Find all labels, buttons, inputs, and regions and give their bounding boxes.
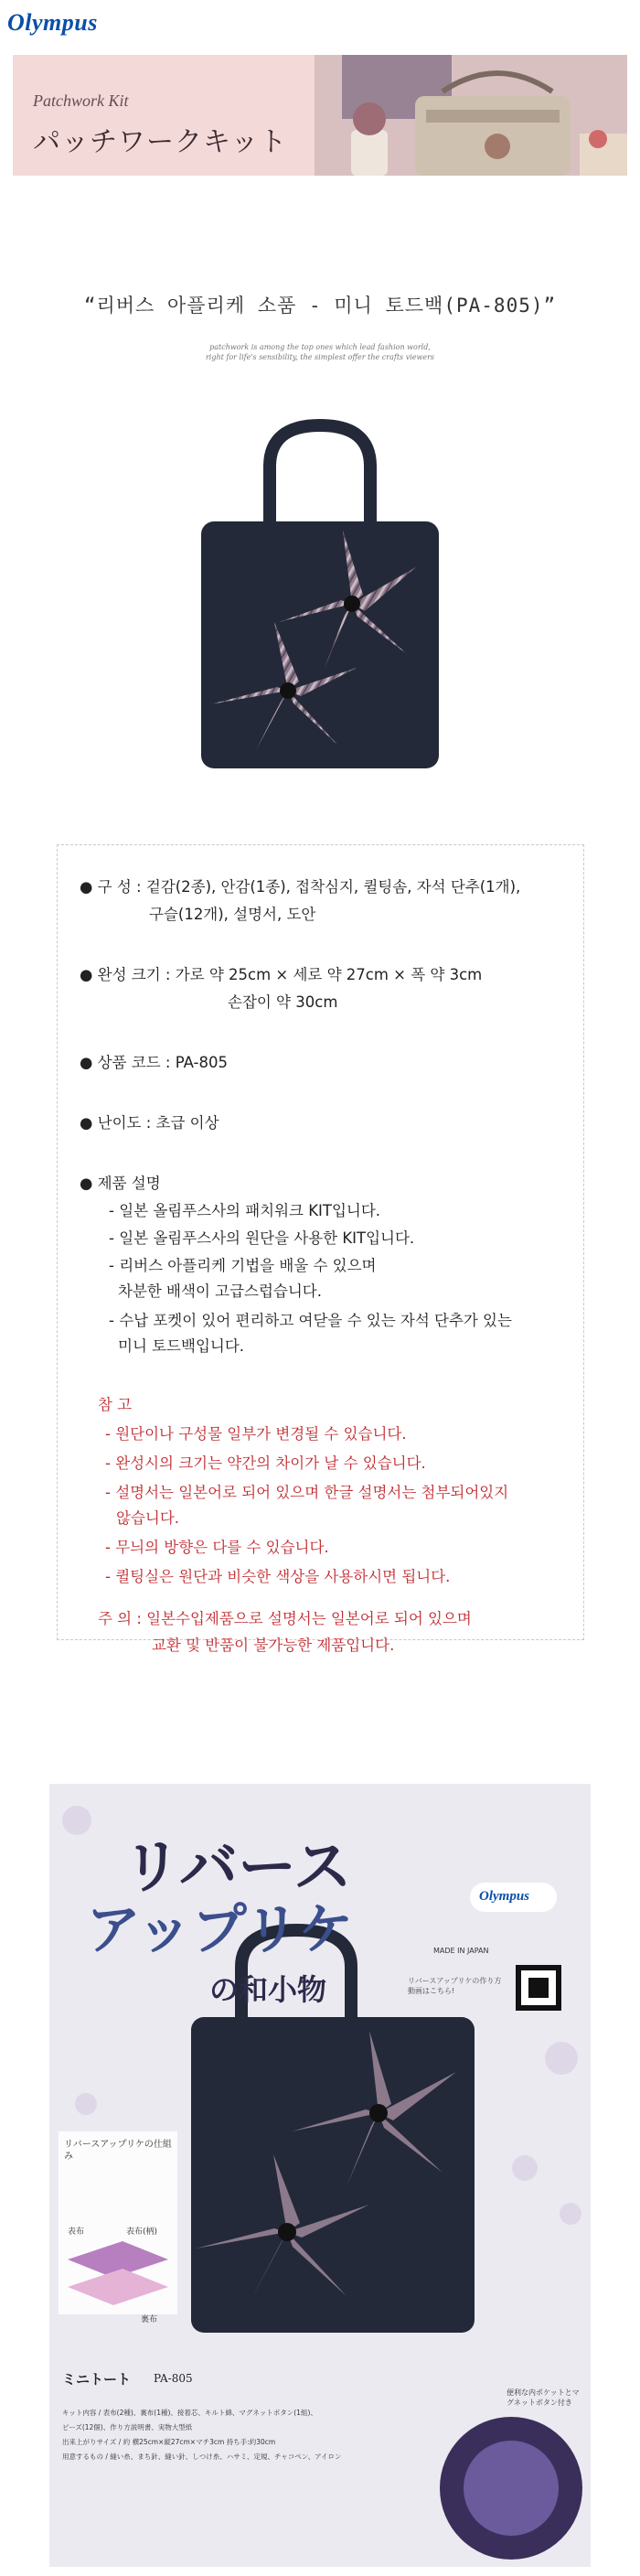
banner-title-jp: パッチワークキット (33, 126, 288, 158)
caution-line-1: 주 의 : 일본수입제품으로 설명서는 일본어로 되어 있으며 (98, 1610, 472, 1627)
product-photo (192, 416, 448, 773)
reference-title: 참 고 (98, 1396, 133, 1413)
product-info-box (57, 844, 584, 1640)
caution-line-2: 교환 및 반품이 불가능한 제품입니다. (152, 1637, 395, 1654)
description-line: - 일본 올림푸스사의 패치워크 KIT입니다. (109, 1202, 381, 1219)
package-spec (62, 2406, 428, 2464)
diagram-label: 表布(柄) (126, 2227, 158, 2237)
package-title-line-2: アップリケ (86, 1898, 354, 1962)
reference-line: 않습니다. (116, 1509, 180, 1527)
script-line-1: patchwork is among the top ones which lead fashion world, (209, 343, 431, 351)
size-line-2: 손잡이 약 30cm (228, 993, 338, 1011)
brand-logo: Olympus (7, 9, 98, 36)
product-code: ● 상품 코드 : PA-805 (80, 1054, 228, 1071)
spec-line: 用意するもの / 縫い糸、まち針、縫い針、しつけ糸、ハサミ、定規、チャコペン、アイロン (62, 2453, 342, 2461)
size-line-1: ● 완성 크기 : 가로 약 25cm × 세로 약 27cm × 폭 약 3cm (80, 966, 483, 983)
reference-line: - 설명서는 일본어로 되어 있으며 한글 설명서는 첨부되어있지 (105, 1484, 509, 1501)
difficulty: ● 난이도 : 초급 이상 (80, 1114, 219, 1132)
package-subtitle: の和小物 (209, 1972, 327, 2007)
package-photo (49, 1784, 591, 2567)
description-line: - 리버스 아플리케 기법을 배울 수 있으며 (109, 1257, 377, 1274)
package-product-name: ミニトート (62, 2371, 132, 2388)
composition-line-2: 구슬(12개), 설명서, 도안 (149, 906, 316, 923)
package-product-code: PA-805 (154, 2372, 193, 2385)
reference-line: - 완성시의 크기는 약간의 차이가 날 수 있습니다. (105, 1454, 426, 1472)
description-title: ● 제품 설명 (80, 1175, 161, 1192)
reference-line: - 원단이나 구성물 일부가 변경될 수 있습니다. (105, 1425, 407, 1443)
diagram-label: 裏布 (141, 2315, 158, 2324)
spec-line: キット内容 / 表布(2種)、裏布(1種)、接着芯、キルト綿、マグネットボタン(1組)、 (62, 2409, 317, 2417)
script-caption (0, 342, 640, 362)
spec-line: ビーズ(12個)、作り方説明書、実物大型紙 (62, 2423, 193, 2431)
description-line: 차분한 배색이 고급스럽습니다. (118, 1283, 322, 1300)
product-title: “리버스 아플리케 소품 - 미니 토드백(PA-805)” (83, 295, 557, 317)
diagram-label: 表布 (68, 2227, 85, 2237)
qr-caption: リバースアップリケの作り方動画はこちら! (408, 1977, 502, 1995)
package-title-line-1: リバース (123, 1833, 352, 1902)
reference-line: - 퀼팅실은 원단과 비슷한 색상을 사용하시면 됩니다. (105, 1568, 451, 1585)
script-line-2: right for life's sensibility, the simplest offer the crafts viewers (205, 353, 435, 361)
composition-line-1: ● 구 성 : 겉감(2종), 안감(1종), 접착심지, 퀼팅솜, 자석 단추(1개), (80, 878, 521, 896)
banner-title-en: Patchwork Kit (33, 91, 129, 110)
description-line: - 일본 올림푸스사의 원단을 사용한 KIT입니다. (109, 1229, 415, 1247)
diagram-title: リバースアップリケの仕組み (64, 2140, 172, 2162)
header-banner (13, 55, 627, 176)
package-logo: Olympus (479, 1889, 530, 1904)
made-in-label: MADE IN JAPAN (433, 1947, 489, 1955)
reference-line: - 무늬의 방향은 다를 수 있습니다. (105, 1539, 329, 1556)
description-line: 미니 토드백입니다. (118, 1337, 245, 1355)
spec-line: 出来上がりサイズ / 約 横25cm×縦27cm×マチ3cm 持ち手:約30cm (62, 2438, 276, 2446)
pocket-caption: 便利な内ポケットとマグネットボタン付き (507, 2388, 580, 2407)
description-line: - 수납 포켓이 있어 편리하고 여닫을 수 있는 자석 단추가 있는 (109, 1312, 512, 1329)
